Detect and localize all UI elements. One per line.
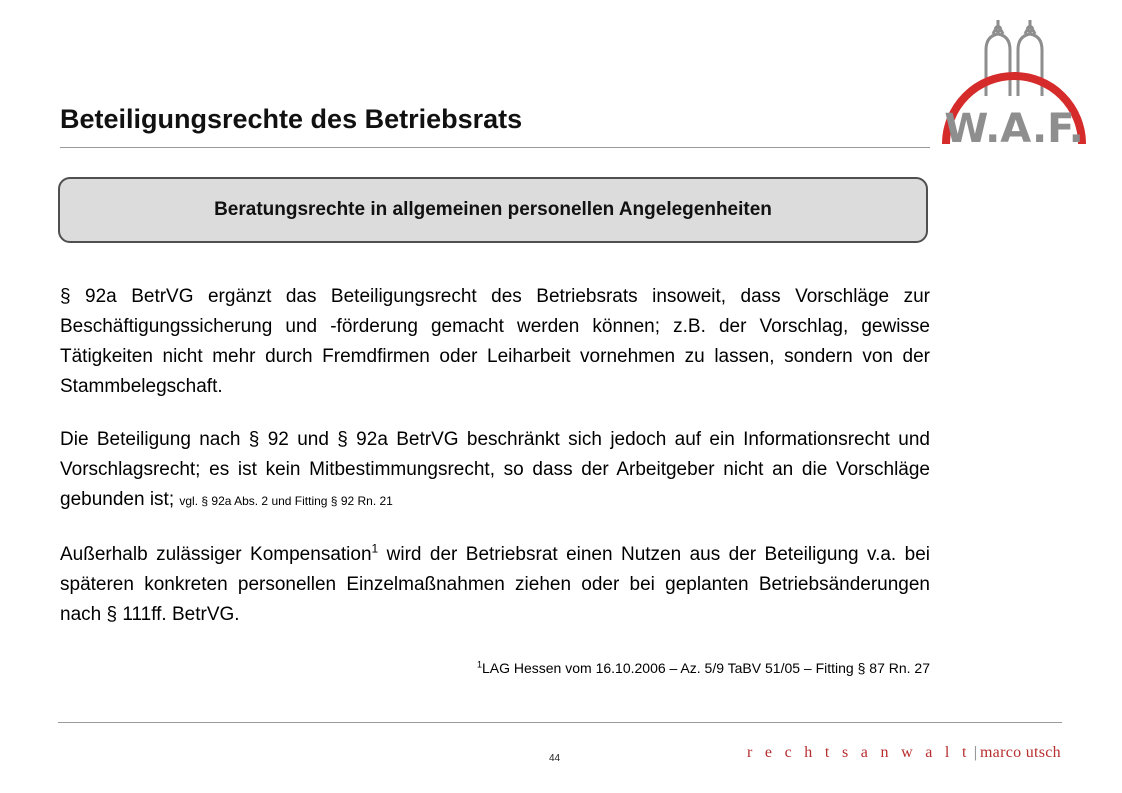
title-divider [60,147,930,148]
paragraph-3-rest: wird der Betriebsrat einen Nutzen aus der Beteiligung v.a. bei späteren konkreten personellen Einzelmaßnahmen ziehen oder bei geplanten Betriebsänderungen nach § 111ff. BetrVG. [60,544,930,625]
paragraph-2-reference: vgl. § 92a Abs. 2 und Fitting § 92 Rn. 21 [179,494,393,508]
paragraph-3-start: Außerhalb zulässiger Kompensation [60,544,372,565]
page-title: Beteiligungsrechte des Betriebsrats [60,104,523,134]
paragraph-3 [60,540,930,630]
waf-logo [938,18,1090,148]
brand-separator: | [973,744,977,761]
logo-text: W.A.F. [944,106,1084,148]
paragraph-2-text: Die Beteiligung nach § 92 und § 92a BetrVG beschränkt sich jedoch auf ein Informationsrecht und Vorschlagsrecht; es ist kein Mitbestimmungsrecht, so dass der Arbeitgeber nicht an die Vorschläge gebunden ist; [60,429,930,510]
page-number: 44 [549,753,561,764]
paragraph-2 [60,425,930,516]
brand-profession: r e c h t s a n w a l t [746,744,971,761]
footnote-text: LAG Hessen vom 16.10.2006 – Az. 5/9 TaBV 51/05 – Fitting § 87 Rn. 27 [481,660,930,676]
section-header-box [58,177,928,243]
footer-brand [747,744,1061,762]
footnote [477,660,930,676]
footnote-number: 1 [476,659,482,670]
section-header-label: Beratungsrechte in allgemeinen personellen Angelegenheiten [214,199,772,220]
footnote-marker: 1 [371,541,379,556]
church-towers-icon [986,20,1042,96]
footer-divider [58,722,1062,723]
brand-name: marco utsch [979,744,1061,761]
paragraph-1: § 92a BetrVG ergänzt das Beteiligungsrecht des Betriebsrats insoweit, dass Vorschläge zur Beschäftigungssicherung und -förderung gemacht werden können; z.B. der Vorschlag, gewisse Tätigkeiten nicht mehr durch Fremdfirmen oder Leiharbeit vornehmen zu lassen, sondern von der Stammbelegschaft. [60,286,930,397]
